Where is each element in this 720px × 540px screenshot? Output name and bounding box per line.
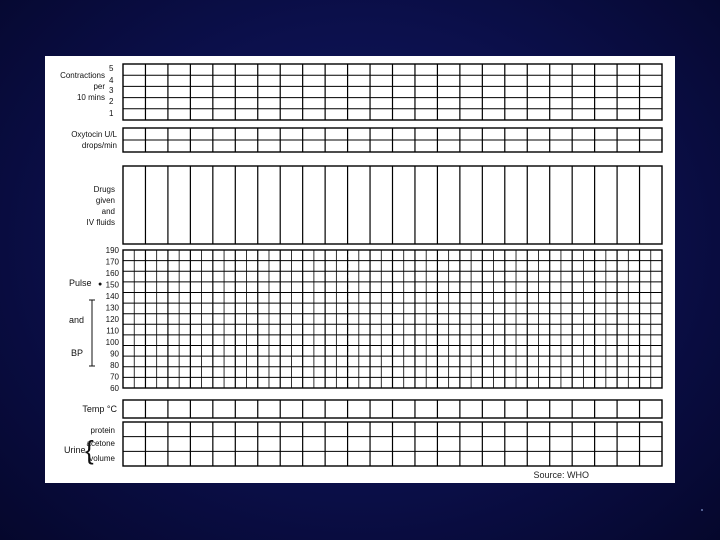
pulse-marker-icon: ● (98, 281, 103, 288)
pulse-scale-tick: 90 (110, 349, 119, 359)
partograph-sheet (45, 56, 675, 483)
contractions-scale-4: 4 (109, 76, 114, 85)
drugs-label-line-2: given (95, 196, 115, 205)
pulse-scale-tick: 140 (105, 292, 119, 301)
drugs-label-line-3: and (101, 207, 115, 216)
bp-bracket-icon (89, 300, 95, 366)
pulse-scale-tick: 130 (105, 303, 119, 313)
drugs-label-line-4: IV fluids (86, 218, 115, 227)
pulse-scale-tick: 110 (106, 326, 119, 336)
partograph-grid (45, 56, 675, 483)
pulse-scale-tick: 70 (110, 372, 119, 382)
pulse-scale-tick: 160 (105, 269, 119, 278)
urine-row-acetone: acetone (86, 439, 115, 448)
and-label: and (69, 315, 85, 325)
contractions-scale-2: 2 (109, 97, 114, 106)
oxytocin-label-line-2: drops/min (81, 141, 117, 150)
bp-label: BP (71, 348, 84, 358)
pulse-scale-tick: 100 (105, 338, 119, 347)
urine-row-protein: protein (90, 426, 115, 435)
pulse-bp-section (69, 246, 120, 393)
contractions-label-line-3: 10 mins (76, 93, 105, 102)
corner-dot (701, 509, 703, 511)
source-credit: Source: WHO (533, 470, 589, 480)
contractions-scale-5: 5 (109, 64, 114, 73)
drugs-section (87, 185, 115, 227)
pulse-scale-tick: 170 (105, 257, 119, 267)
contractions-label-line-1: Contractions (60, 71, 105, 80)
pulse-scale-tick: 60 (110, 384, 119, 393)
pulse-scale-tick: 150 (105, 280, 119, 290)
temp-label: Temp °C (82, 404, 117, 414)
urine-section (64, 426, 116, 465)
urine-brace-icon: { (85, 435, 94, 465)
contractions-label-line-2: per (93, 82, 105, 91)
urine-row-volume: volume (89, 454, 115, 463)
contractions-scale-1: 1 (109, 109, 114, 118)
pulse-label: Pulse (69, 278, 92, 288)
contractions-section (60, 64, 114, 118)
temp-section (82, 404, 117, 414)
oxytocin-section (71, 130, 117, 150)
contractions-scale-3: 3 (109, 86, 114, 95)
urine-label: Urine (64, 445, 86, 455)
pulse-scale-tick: 120 (105, 315, 119, 324)
pulse-scale-tick: 80 (110, 361, 119, 370)
pulse-scale-tick: 190 (105, 246, 119, 255)
drugs-label-line-1: Drugs (93, 185, 115, 194)
oxytocin-label-line-1: Oxytocin U/L (71, 130, 117, 139)
